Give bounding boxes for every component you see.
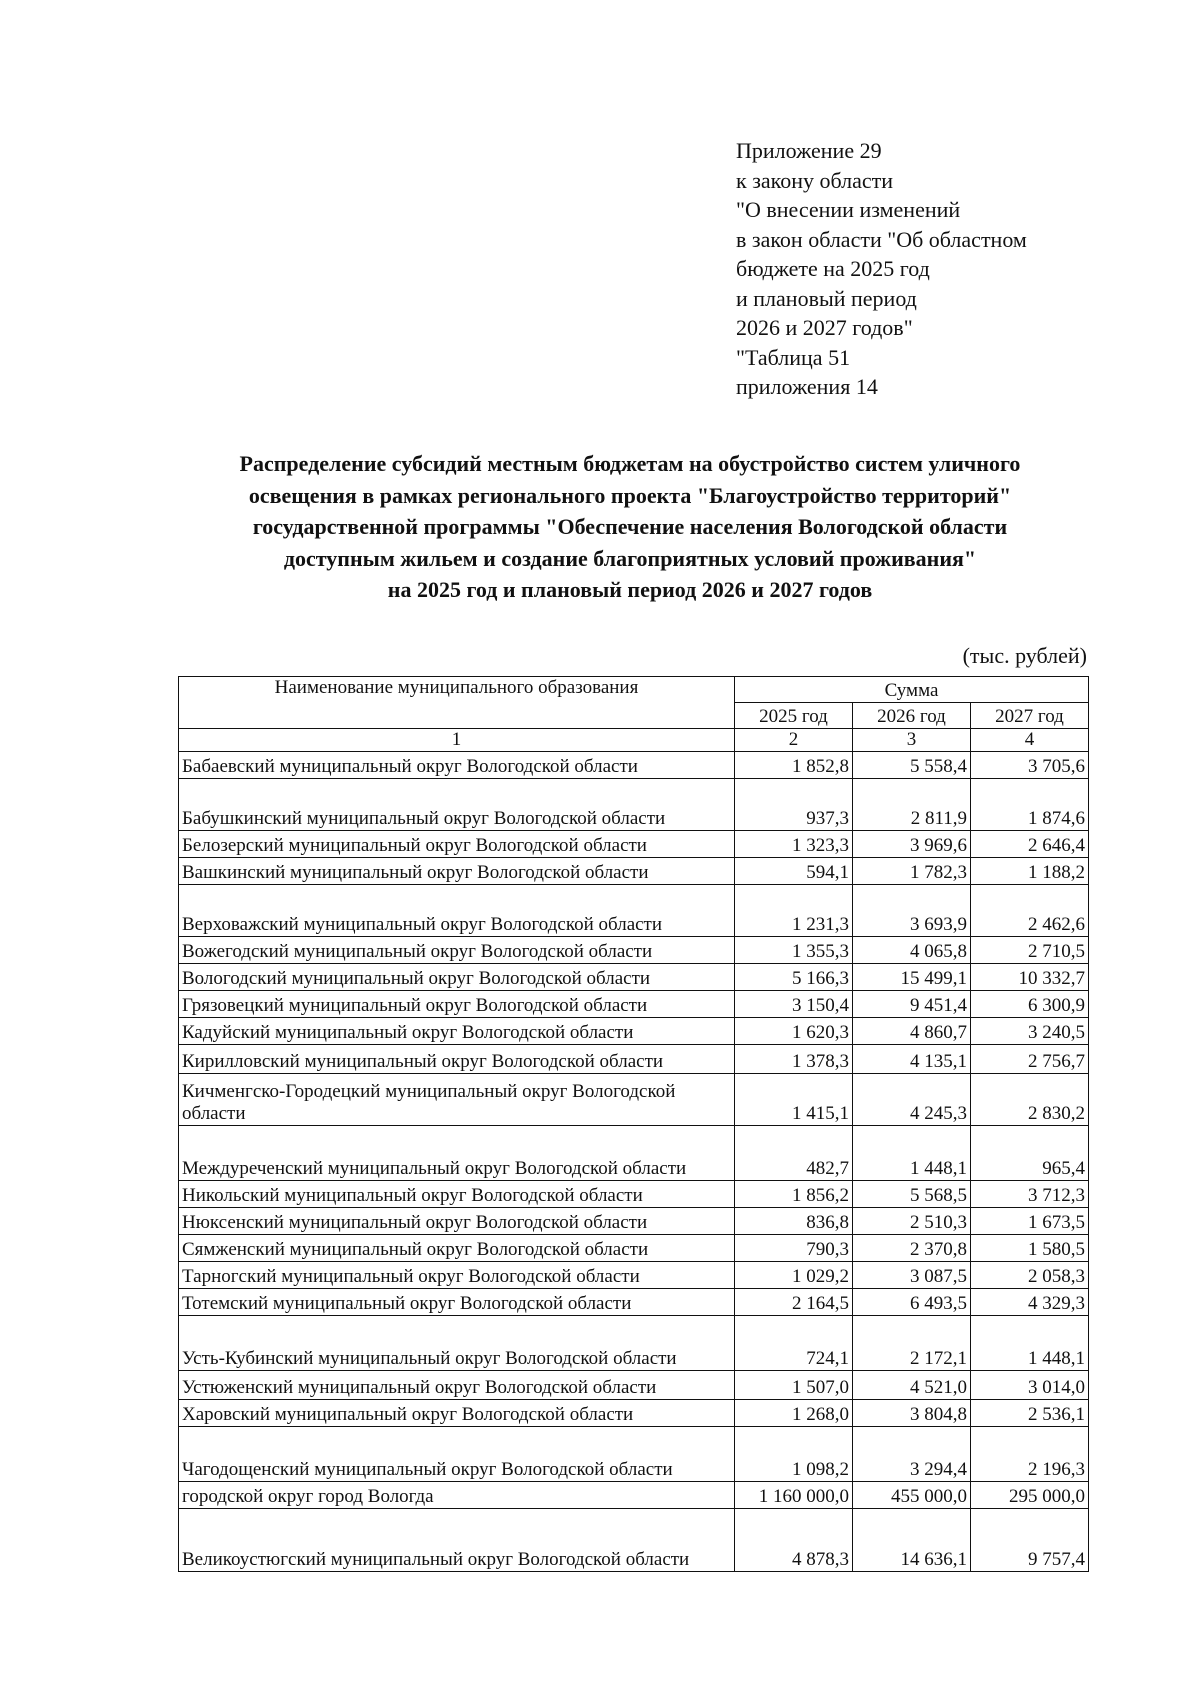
- amount-2025: 4 878,3: [735, 1509, 853, 1572]
- header-sum: Сумма: [735, 677, 1089, 703]
- amount-2025: 1 355,3: [735, 937, 853, 964]
- table-header-row: [179, 677, 1089, 703]
- amount-2027: 2 646,4: [971, 831, 1089, 858]
- amount-2027: 1 673,5: [971, 1208, 1089, 1235]
- table-row: [179, 1126, 1089, 1181]
- table-row: [179, 831, 1089, 858]
- amount-2026: 6 493,5: [853, 1289, 971, 1316]
- amount-2025: 1 415,1: [735, 1074, 853, 1126]
- amount-2027: 2 462,6: [971, 885, 1089, 937]
- municipality-name: Вожегодский муниципальный округ Вологодской области: [179, 937, 735, 964]
- amount-2025: 5 166,3: [735, 964, 853, 991]
- table-row: [179, 1208, 1089, 1235]
- amount-2027: 6 300,9: [971, 991, 1089, 1018]
- table-row: [179, 1316, 1089, 1371]
- amount-2026: 4 065,8: [853, 937, 971, 964]
- table-index-row: [179, 729, 1089, 752]
- amount-2027: 295 000,0: [971, 1482, 1089, 1509]
- amount-2025: 1 620,3: [735, 1018, 853, 1045]
- distribution-table: [178, 676, 1089, 1572]
- amount-2027: 965,4: [971, 1126, 1089, 1181]
- amount-2027: 3 705,6: [971, 752, 1089, 779]
- amount-2026: 15 499,1: [853, 964, 971, 991]
- amount-2025: 3 150,4: [735, 991, 853, 1018]
- appendix-line: 2026 и 2027 годов": [736, 315, 913, 340]
- amount-2027: 2 196,3: [971, 1427, 1089, 1482]
- amount-2025: 1 507,0: [735, 1371, 853, 1400]
- amount-2026: 5 558,4: [853, 752, 971, 779]
- amount-2027: 4 329,3: [971, 1289, 1089, 1316]
- amount-2025: 1 098,2: [735, 1427, 853, 1482]
- header-year-2027: 2027 год: [971, 703, 1089, 729]
- municipality-name: Нюксенский муниципальный округ Вологодской области: [179, 1208, 735, 1235]
- municipality-name: Вологодский муниципальный округ Вологодской области: [179, 964, 735, 991]
- amount-2025: 594,1: [735, 858, 853, 885]
- appendix-line: в закон области "Об областном: [736, 226, 1027, 252]
- municipality-name: городской округ город Вологда: [179, 1482, 735, 1509]
- appendix-line: и плановый период: [736, 285, 917, 311]
- table-row: [179, 937, 1089, 964]
- column-index: 3: [853, 729, 971, 752]
- amount-2026: 4 135,1: [853, 1045, 971, 1074]
- amount-2026: 4 245,3: [853, 1074, 971, 1126]
- amount-2025: 1 160 000,0: [735, 1482, 853, 1509]
- municipality-name: Чагодощенский муниципальный округ Вологодской области: [179, 1427, 735, 1482]
- municipality-name: Тотемский муниципальный округ Вологодской области: [179, 1289, 735, 1316]
- amount-2026: 4 521,0: [853, 1371, 971, 1400]
- amount-2027: 2 058,3: [971, 1262, 1089, 1289]
- table-row: [179, 1074, 1089, 1126]
- amount-2025: 1 852,8: [735, 752, 853, 779]
- table-row: [179, 1427, 1089, 1482]
- appendix-line: "Таблица 51: [736, 344, 851, 370]
- amount-2026: 1 782,3: [853, 858, 971, 885]
- amount-2025: 1 231,3: [735, 885, 853, 937]
- amount-2027: 9 757,4: [971, 1509, 1089, 1572]
- amount-2025: 1 856,2: [735, 1181, 853, 1208]
- amount-2027: 10 332,7: [971, 964, 1089, 991]
- amount-2026: 5 568,5: [853, 1181, 971, 1208]
- amount-2027: 3 014,0: [971, 1371, 1089, 1400]
- table-row: [179, 1400, 1089, 1427]
- municipality-name: Междуреченский муниципальный округ Вологодской области: [179, 1126, 735, 1181]
- municipality-name: Грязовецкий муниципальный округ Вологодской области: [179, 991, 735, 1018]
- document-title: [160, 448, 1100, 606]
- appendix-line: бюджете на 2025 год: [736, 256, 930, 281]
- amount-2026: 455 000,0: [853, 1482, 971, 1509]
- title-line: освещения в рамках регионального проекта "Благоустройство территорий": [248, 482, 1012, 508]
- amount-2027: 3 240,5: [971, 1018, 1089, 1045]
- municipality-name: Бабаевский муниципальный округ Вологодской области: [179, 752, 735, 779]
- amount-2027: 2 710,5: [971, 937, 1089, 964]
- amount-2026: 3 087,5: [853, 1262, 971, 1289]
- amount-2025: 790,3: [735, 1235, 853, 1262]
- amount-2025: 836,8: [735, 1208, 853, 1235]
- amount-2026: 3 804,8: [853, 1400, 971, 1427]
- amount-2026: 1 448,1: [853, 1126, 971, 1181]
- municipality-name: Усть-Кубинский муниципальный округ Вологодской области: [179, 1316, 735, 1371]
- table-row: [179, 779, 1089, 831]
- amount-2026: 2 172,1: [853, 1316, 971, 1371]
- table-row: [179, 1045, 1089, 1074]
- amount-2025: 1 268,0: [735, 1400, 853, 1427]
- table-row: [179, 964, 1089, 991]
- appendix-line: Приложение 29: [736, 138, 882, 163]
- amount-2027: 1 580,5: [971, 1235, 1089, 1262]
- appendix-block: [736, 136, 1027, 402]
- title-line: доступным жильем и создание благоприятных условий проживания": [283, 545, 977, 571]
- amount-2025: 1 378,3: [735, 1045, 853, 1074]
- municipality-name: Тарногский муниципальный округ Вологодской области: [179, 1262, 735, 1289]
- table-row: [179, 752, 1089, 779]
- municipality-name: Сямженский муниципальный округ Вологодской области: [179, 1235, 735, 1262]
- table-row: [179, 1482, 1089, 1509]
- amount-2026: 2 510,3: [853, 1208, 971, 1235]
- appendix-line: приложения 14: [736, 374, 878, 399]
- amount-2025: 482,7: [735, 1126, 853, 1181]
- amount-2026: 2 811,9: [853, 779, 971, 831]
- table-row: [179, 858, 1089, 885]
- table-row: [179, 1509, 1089, 1572]
- municipality-name: Кичменгско-Городецкий муниципальный округ Вологодской области: [179, 1074, 735, 1126]
- appendix-line: "О внесении изменений: [736, 197, 961, 222]
- municipality-name: Никольский муниципальный округ Вологодской области: [179, 1181, 735, 1208]
- municipality-name: Бабушкинский муниципальный округ Вологодской области: [179, 779, 735, 831]
- amount-2026: 3 693,9: [853, 885, 971, 937]
- amount-2025: 1 323,3: [735, 831, 853, 858]
- amount-2027: 2 830,2: [971, 1074, 1089, 1126]
- table-row: [179, 991, 1089, 1018]
- municipality-name: Кадуйский муниципальный округ Вологодской области: [179, 1018, 735, 1045]
- amount-2027: 3 712,3: [971, 1181, 1089, 1208]
- table-row: [179, 1289, 1089, 1316]
- amount-2026: 2 370,8: [853, 1235, 971, 1262]
- amount-2025: 1 029,2: [735, 1262, 853, 1289]
- municipality-name: Белозерский муниципальный округ Вологодской области: [179, 831, 735, 858]
- municipality-name: Великоустюгский муниципальный округ Вологодской области: [179, 1509, 735, 1572]
- table-row: [179, 1371, 1089, 1400]
- amount-2027: 2 756,7: [971, 1045, 1089, 1074]
- amount-2026: 4 860,7: [853, 1018, 971, 1045]
- column-index: 4: [971, 729, 1089, 752]
- table-row: [179, 885, 1089, 937]
- municipality-name: Верховажский муниципальный округ Вологодской области: [179, 885, 735, 937]
- table-row: [179, 1181, 1089, 1208]
- municipality-name: Харовский муниципальный округ Вологодской области: [179, 1400, 735, 1427]
- amount-2026: 3 969,6: [853, 831, 971, 858]
- amount-2027: 1 874,6: [971, 779, 1089, 831]
- amount-2025: 2 164,5: [735, 1289, 853, 1316]
- header-municipality: Наименование муниципального образования: [179, 677, 735, 729]
- amount-2026: 9 451,4: [853, 991, 971, 1018]
- title-line: на 2025 год и плановый период 2026 и 2027 годов: [387, 577, 873, 602]
- table-row: [179, 1235, 1089, 1262]
- amount-2025: 937,3: [735, 779, 853, 831]
- units-label: (тыс. рублей): [962, 643, 1087, 668]
- column-index: 1: [179, 729, 735, 752]
- column-index: 2: [735, 729, 853, 752]
- amount-2027: 1 448,1: [971, 1316, 1089, 1371]
- title-line: государственной программы "Обеспечение населения Вологодской области: [252, 514, 1008, 539]
- municipality-name: Устюженский муниципальный округ Вологодской области: [179, 1371, 735, 1400]
- header-year-2025: 2025 год: [735, 703, 853, 729]
- header-year-2026: 2026 год: [853, 703, 971, 729]
- amount-2027: 2 536,1: [971, 1400, 1089, 1427]
- amount-2026: 14 636,1: [853, 1509, 971, 1572]
- municipality-name: Кирилловский муниципальный округ Вологодской области: [179, 1045, 735, 1074]
- municipality-name: Вашкинский муниципальный округ Вологодской области: [179, 858, 735, 885]
- title-line: Распределение субсидий местным бюджетам на обустройство систем уличного: [239, 451, 1021, 476]
- table-row: [179, 1262, 1089, 1289]
- amount-2027: 1 188,2: [971, 858, 1089, 885]
- table-row: [179, 1018, 1089, 1045]
- amount-2025: 724,1: [735, 1316, 853, 1371]
- amount-2026: 3 294,4: [853, 1427, 971, 1482]
- appendix-line: к закону области: [736, 167, 894, 193]
